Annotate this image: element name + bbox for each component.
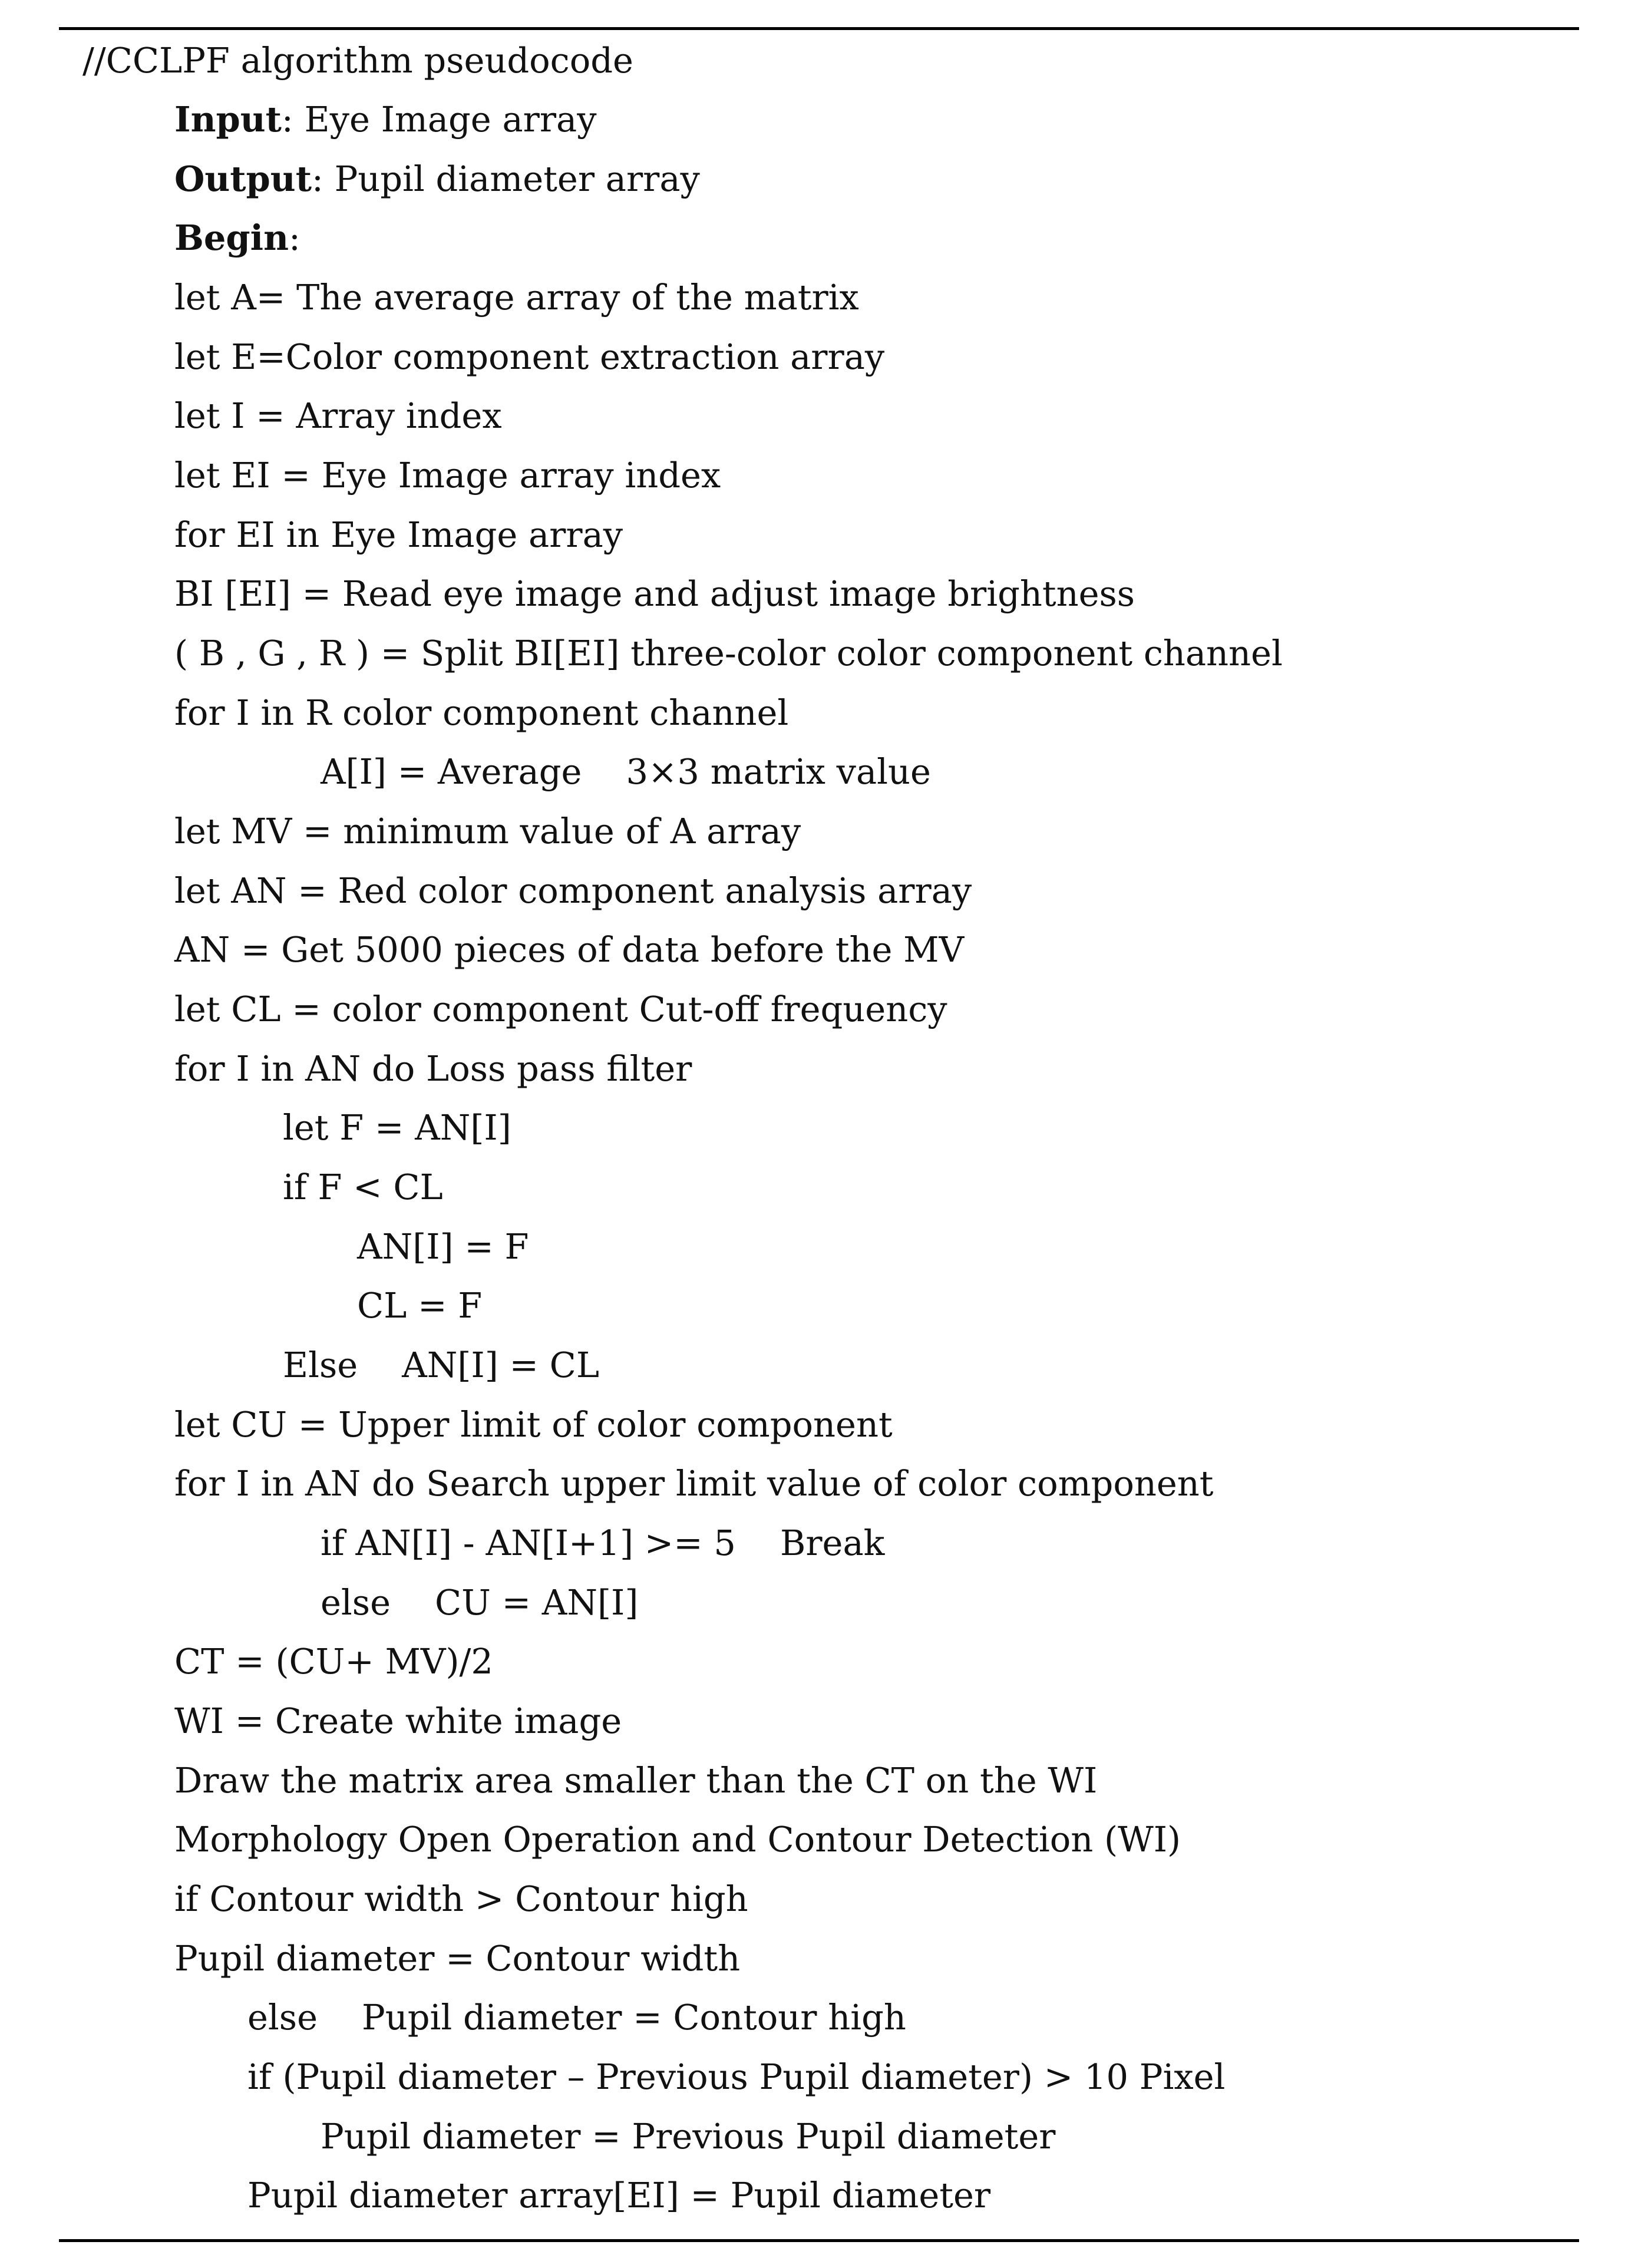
code-line: Else AN[I] = CL [283,1345,599,1385]
begin-label: Begin [174,217,289,258]
bottom-rule [59,2239,1579,2242]
begin-suffix: : [288,217,300,258]
code-line: CT = (CU+ MV)/2 [174,1641,493,1682]
code-line: for I in AN do Search upper limit value of color component [174,1463,1214,1504]
code-line: Pupil diameter = Previous Pupil diameter [321,2116,1056,2157]
code-line: for I in R color component channel [174,692,789,733]
code-line: A[I] = Average 3×3 matrix value [321,751,931,792]
code-line: for EI in Eye Image array [174,514,623,555]
code-line: let I = Array index [174,395,502,436]
code-line: AN[I] = F [357,1226,529,1267]
begin-line [174,209,300,268]
code-line: let F = AN[I] [283,1107,511,1148]
code-line: ( B , G , R ) = Split BI[EI] three-color color component channel [174,633,1283,674]
code-line: if Contour width > Contour high [174,1879,748,1919]
code-line: if F < CL [283,1167,443,1207]
code-line: WI = Create white image [174,1701,622,1741]
code-line: Morphology Open Operation and Contour Detection (WI) [174,1819,1181,1860]
code-line: else Pupil diameter = Contour high [247,1997,906,2038]
code-line: if (Pupil diameter – Previous Pupil diameter) > 10 Pixel [247,2056,1226,2097]
code-line: if AN[I] - AN[I+1] >= 5 Break [321,1523,885,1563]
input-label: Input [174,99,282,140]
code-line: let MV = minimum value of A array [174,811,801,851]
code-line: let A= The average array of the matrix [174,277,859,318]
output-label: Output [174,159,312,199]
code-line: CL = F [357,1285,483,1326]
code-line: let CL = color component Cut-off frequency [174,989,947,1029]
input-line [174,90,597,149]
code-line: BI [EI] = Read eye image and adjust image brightness [174,573,1135,614]
code-line: Pupil diameter = Contour width [174,1938,741,1979]
code-line: let AN = Red color component analysis array [174,870,972,911]
code-line: let CU = Upper limit of color component [174,1404,893,1445]
input-value: : Eye Image array [281,99,597,140]
code-line: Pupil diameter array[EI] = Pupil diameter [247,2175,991,2216]
code-line: let EI = Eye Image array index [174,455,721,496]
code-line: let E=Color component extraction array [174,336,885,377]
code-line: AN = Get 5000 pieces of data before the MV [174,929,965,970]
code-line: else CU = AN[I] [321,1582,639,1623]
algorithm-title: //CCLPF algorithm pseudocode [82,40,633,81]
code-line: Draw the matrix area smaller than the CT on the WI [174,1760,1098,1801]
output-line [174,150,700,209]
code-line: for I in AN do Loss pass filter [174,1048,692,1089]
output-value: : Pupil diameter array [311,159,700,199]
